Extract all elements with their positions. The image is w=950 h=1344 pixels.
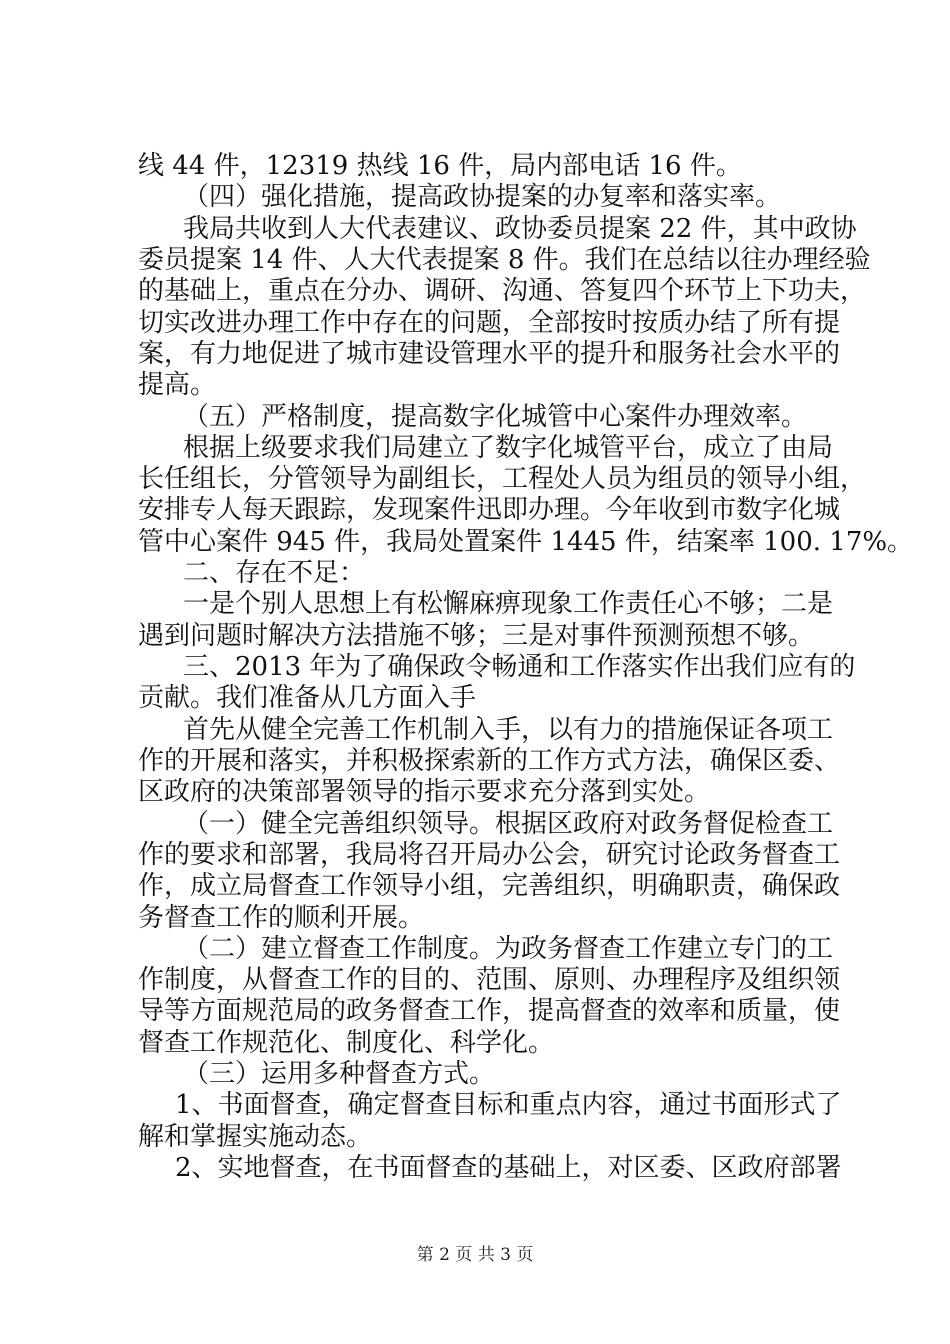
paragraph-line: 我局共收到人大代表建议、政协委员提案 22 件，其中政协 [183, 214, 857, 244]
paragraph-line: 管中心案件 945 件，我局处置案件 1445 件，结案率 100. 17%。 [138, 527, 914, 557]
paragraph-line: （二）建立督查工作制度。为政务督查工作建立专门的工 [183, 934, 834, 964]
paragraph-line: （一）健全完善组织领导。根据区政府对政务督促检查工 [183, 809, 834, 839]
paragraph-line: 1、书面督查，确定督查目标和重点内容，通过书面形式了 [175, 1090, 842, 1120]
paragraph-line: 根据上级要求我们局建立了数字化城管平台，成立了由局 [183, 433, 834, 463]
paragraph-line: 作的开展和落实，并积极探索新的工作方式方法，确保区委、 [138, 746, 841, 776]
paragraph-line: （三）运用多种督查方式。 [183, 1059, 496, 1089]
paragraph-line: 提高。 [138, 370, 217, 400]
paragraph-line: 解和掌握实施动态。 [138, 1122, 373, 1152]
paragraph-line: 务督查工作的顺利开展。 [138, 903, 425, 933]
paragraph-line: 2、实地督查，在书面督查的基础上，对区委、区政府部署 [175, 1153, 842, 1183]
paragraph-line: 三、2013 年为了确保政令畅通和工作落实作出我们应有的 [183, 652, 856, 682]
paragraph-line: 的基础上，重点在分办、调研、沟通、答复四个环节上下功夫， [138, 276, 867, 306]
paragraph-line: 安排专人每天跟踪，发现案件迅即办理。今年收到市数字化城 [138, 495, 841, 525]
paragraph-line: 作，成立局督查工作领导小组，完善组织，明确职责，确保政 [138, 871, 841, 901]
paragraph-line: 一是个别人思想上有松懈麻痹现象工作责任心不够；二是 [183, 589, 834, 619]
page-footer: 第 2 页 共 3 页 [416, 1245, 534, 1265]
paragraph-line: 首先从健全完善工作机制入手，以有力的措施保证各项工 [183, 715, 834, 745]
paragraph-line: 委员提案 14 件、人大代表提案 8 件。我们在总结以往办理经验 [138, 245, 871, 275]
paragraph-line: 线 44 件，12319 热线 16 件，局内部电话 16 件。 [138, 151, 742, 181]
paragraph-line: 贡献。我们准备从几方面入手 [138, 683, 477, 713]
paragraph-line: 作的要求和部署，我局将召开局办公会，研究讨论政务督查工 [138, 840, 841, 870]
paragraph-line: 遇到问题时解决方法措施不够；三是对事件预测预想不够。 [138, 621, 815, 651]
paragraph-line: （五）严格制度，提高数字化城管中心案件办理效率。 [183, 402, 808, 432]
paragraph-line: 案，有力地促进了城市建设管理水平的提升和服务社会水平的 [138, 339, 841, 369]
paragraph-line: 切实改进办理工作中存在的问题，全部按时按质办结了所有提 [138, 308, 841, 338]
paragraph-line: 长任组长，分管领导为副组长，工程处人员为组员的领导小组， [138, 464, 867, 494]
paragraph-line: （四）强化措施，提高政协提案的办复率和落实率。 [183, 182, 782, 212]
paragraph-line: 二、存在不足： [183, 558, 366, 588]
paragraph-line: 区政府的决策部署领导的指示要求充分落到实处。 [138, 777, 711, 807]
paragraph-line: 作制度，从督查工作的目的、范围、原则、办理程序及组织领 [138, 965, 841, 995]
paragraph-line: 督查工作规范化、制度化、科学化。 [138, 1028, 555, 1058]
paragraph-line: 导等方面规范局的政务督查工作，提高督查的效率和质量，使 [138, 996, 841, 1026]
